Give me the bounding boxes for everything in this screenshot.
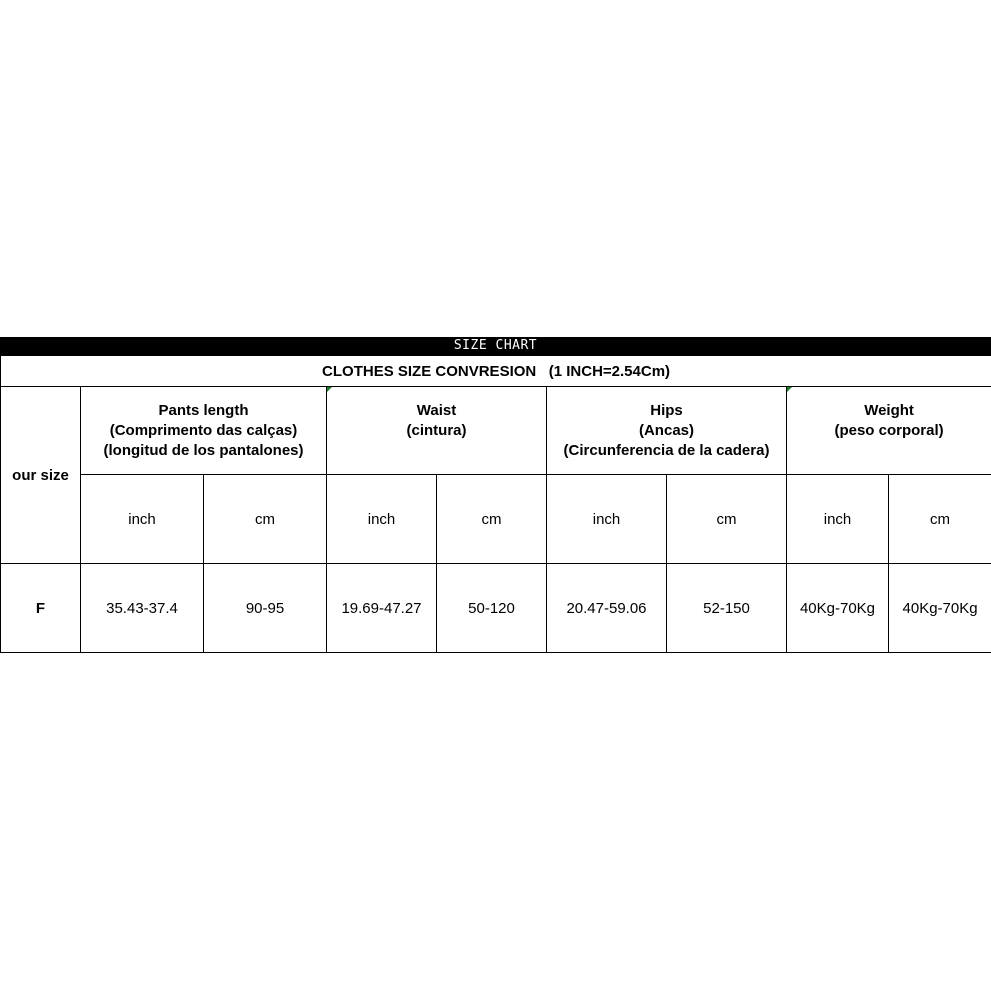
value-cell: 52-150 [667, 564, 787, 653]
size-value: F [1, 564, 81, 653]
header-row [1, 387, 991, 475]
weight-title: Weight [864, 402, 914, 419]
value-cell: 19.69-47.27 [327, 564, 437, 653]
unit-cell: cm [437, 475, 547, 564]
waist-subtitle: (cintura) [406, 422, 467, 439]
unit-cell: cm [667, 475, 787, 564]
cell-corner-marker [787, 387, 792, 392]
unit-cell: inch [81, 475, 204, 564]
unit-row [1, 475, 991, 564]
pants-length-pt: (Comprimento das calças) [109, 422, 298, 439]
size-chart [0, 337, 991, 653]
pants-length-title: Pants length [158, 402, 249, 419]
hips-pt: (Ancas) [638, 422, 694, 439]
weight-subtitle: (peso corporal) [834, 422, 944, 439]
value-cell: 50-120 [437, 564, 547, 653]
conversion-title: CLOTHES SIZE CONVRESION (1 INCH=2.54Cm) [1, 356, 991, 387]
waist-header [327, 387, 547, 475]
value-cell: 90-95 [204, 564, 327, 653]
cell-corner-marker [327, 387, 332, 392]
chart-title: SIZE CHART [0, 337, 991, 355]
conversion-row [1, 356, 991, 387]
waist-title: Waist [416, 402, 457, 419]
unit-cell: cm [889, 475, 991, 564]
table-row [1, 564, 991, 653]
size-table [0, 355, 991, 653]
pants-length-header [81, 387, 327, 475]
unit-cell: cm [204, 475, 327, 564]
hips-header [547, 387, 787, 475]
unit-cell: inch [327, 475, 437, 564]
value-cell: 35.43-37.4 [81, 564, 204, 653]
hips-es: (Circunferencia de la cadera) [563, 442, 770, 459]
weight-header [787, 387, 991, 475]
value-cell: 40Kg-70Kg [787, 564, 889, 653]
unit-cell: inch [787, 475, 889, 564]
unit-cell: inch [547, 475, 667, 564]
size-column-header: our size [1, 387, 81, 564]
pants-length-es: (longitud de los pantalones) [103, 442, 304, 459]
value-cell: 20.47-59.06 [547, 564, 667, 653]
value-cell: 40Kg-70Kg [889, 564, 991, 653]
hips-title: Hips [650, 402, 683, 419]
